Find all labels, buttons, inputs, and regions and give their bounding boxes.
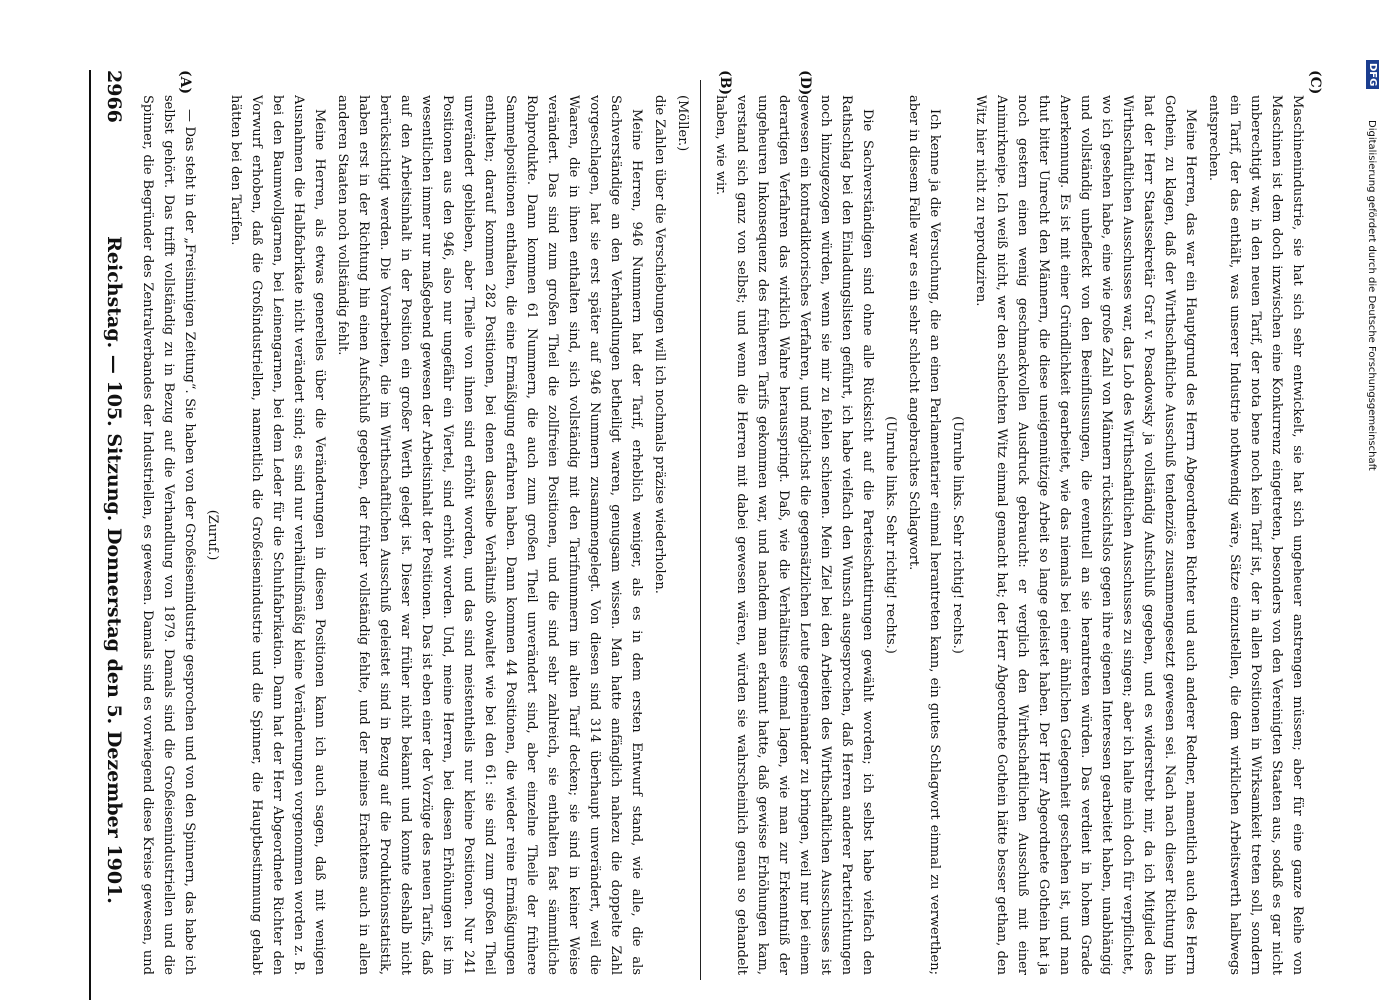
right-text-column: [708, 95, 1308, 975]
margin-marker-b: (B): [717, 70, 733, 96]
page-number: 2966: [103, 70, 125, 123]
interjection: (Unruhe links. Sehr richtig! rechts.): [883, 416, 898, 654]
session-title: Reichstag. — 105. Sitzung. Donnerstag den 5. Dezember 1901.: [103, 236, 125, 904]
paragraph: — Das steht in der „Freisinnigen Zeitung“. Sie haben von der Großeisenindustrie gesprochen und von den Spinnern, das habe ich selbst gehört. Das trifft vollständig zu in Bezug auf die Verhandlung von 1879. Damals sind die Großeisenindustriellen und die Spinner, die Begründer des Zentralverbandes der Industriellen, es gewesen. Damals sind es vorwiegend diese Kreise gewesen, und: [140, 95, 197, 975]
paragraph: die Zahlen über die Verschiebungen will ich nochmals präzise wiederholen.: [652, 95, 667, 594]
dfg-logo: DFG: [1366, 60, 1379, 89]
margin-marker-c: (C): [1307, 70, 1323, 95]
interjection: (Zuruf.): [205, 509, 220, 561]
paragraph: Ich kenne ja die Versuchung, die an einen Parlamentarier einmal herantreten kann, ein gutes Schlagwort einmal zu verwerthen; aber in diesem Falle war es ein sehr schlecht angebrachtes Schlagwort.: [906, 95, 942, 975]
margin-marker-d: (D): [797, 70, 813, 96]
column-divider-rule: [700, 80, 701, 980]
paragraph: Meine Herren, das war ein Hauptgrund des Herrn Abgeordneten Richter und auch anderer Redner, namentlich auch des Herrn Gothein, zu klagen, daß der Wirthschaftliche Ausschuß tendenziös zusammengesetzt gewesen sei. Nach nach dieser Richtung hin hat der Herr Staatssekretär Graf v. Posadowsky ja vollständig Aufschluß gegeben, und es widerstrebt mir, da ich Mitglied des Wirthschaftlichen Ausschusses war, das Lob des Wirthschaftlichen Ausschusses zu singen; aber ich halte mich doch für verpflichtet, wo ich gesehen habe, eine wie große Zahl von Männern rücksichtslos gegen ihre eigenen Interessen gearbeitet haben, unabhängig und vollständig unbefleckt von den Beeinflussungen, die eventuell an sie herantreten würden. Das verdient in hohem Grade Anerkennung. Es ist mit einer Gründlichkeit gearbeitet, wie das niemals bei einer ähnlichen Gelegenheit geschehen ist, und man thut bitter Unrecht den Männern, die diese uneigennützige Arbeit so lange geleistet haben. Der Herr Abgeordnete Gothein hat ja noch gestern einen wenig geschmackvollen Ausdruck gebraucht: er verglich den Wirthschaftlichen Ausschuß mit einer Animirkneipe. Ich weiß nicht, wer den schlechten Witz einmal gemacht hat; der Herr Abgeordnete Gothein hätte besser gethan, den Witz hier nicht zu reproduziren.: [973, 95, 1198, 975]
page-header: [93, 70, 133, 1000]
speaker-label: (Möller.): [675, 95, 690, 152]
header-rule: [89, 70, 91, 1000]
paragraph: Die Sachverständigen sind ohne alle Rücksicht auf die Parteischattirungen gewählt worden; ich selbst habe vielfach den Rathschlag bei den Einladungslisten geführt, ich habe vielfach den Wunsch ausgesprochen, daß Herren anderer Parteirichtungen noch hinzugezogen würden, wenn sie mir zu fehlen schienen. Mein Ziel bei den Arbeiten des Wirthschaftlichen Ausschusses ist gewesen ein kontradiktorisches Verfahren, und möglichst die gegensätzlichen Leute gegeneinander zu bringen, weil nur bei einem derartigen Verfahren das wirklich Wahre herausspringt. Daß, wie die Verhältnisse einmal lagen, wie man zur Erkenntniß der ungeheuren Inkonsequenz des früheren Tarifs gekommen war, und nachdem man erkannt hatte, daß gewisse Erhöhungen kam, verstand sich ganz von selbst; und wenn die Herren mit dabei gewesen wären, würden sie wahrscheinlich genau so gehandelt haben, wie wir.: [713, 95, 875, 975]
paragraph: Maschinenindustrie, sie hat sich sehr entwickelt, sie hat sich ungeheuer anstrengen müssen; aber für eine ganze Reihe von Maschinen ist dem doch inzwischen eine Konkurrenz eingetreten, besonders von den Vereinigten Staaten aus, sodaß es gar nicht unberechtigt war, in den neuen Tarif, der nota bene noch kein Tarif ist, der in allen Positionen in Wirksamkeit treten soll, sondern ein Tarif, der das enthält, was unserer Industrie nothwendig wäre, Sätze einzustellen, die dem wirklichen Arbeitswerth halbwegs entsprechen.: [1206, 95, 1305, 975]
paragraph: Meine Herren, 946 Nummern hat der Tarif, erheblich weniger, als es in dem ersten Entwurf stand, wie alle, die als Sachverständige an den Verhandlungen betheiligt waren, genugsam wissen. Man hatte anfänglich nahezu die doppelte Zahl vorgeschlagen, hat sie erst später auf 946 Nummern zusammengelegt. Von diesen sind 314 überhaupt unverändert, weil die Waaren, die in ihnen enthalten sind, sich vollständig mit den Tarifnummern im alten Tarif decken; sie sind in keiner Weise verändert. Das sind zum großen Theil die zollfreien Positionen, und die sind sehr zahlreich, sie enthalten fast sämmtliche Rohprodukte. Dann kommen 61 Nummern, die auch zum großen Theil unverändert sind, aber einzelne Theile der frühere Sammelpositionen enthalten, die eine Ermäßigung erfahren haben. Dann kommen 44 Positionen, die wieder reine Ermäßigungen enthalten; darauf kommen 282 Positionen, bei denen dasselbe Verhältniß obwaltet wie bei den 61: sie sind zum großen Theil unverändert geblieben, aber Theile von ihnen sind erhöht worden, und das sind meistentheils nur kleine Positionen. Nur 241 Positionen aus den 946, also nur ungefähr ein Viertel, sind erhöht worden. Und, meine Herren, bei diesen Erhöhungen ist im wesentlichen immer nur maßgebend gewesen der Arbeitsinhalt der Positionen. Das ist eben einer der Vorzüge des neuen Tarifs, daß auf den Arbeitsinhalt in der Position ein großer Werth gelegt ist. Dieser war früher nicht bekannt und konnte deshalb nicht berücksichtigt werden. Die Vorarbeiten, die im Wirthschaftlichen Ausschuß geleistet sind in Bezug auf die Produktionsstatistik, haben erst in der Richtung hin einen Aufschluß gegeben, der früher vollständig fehlte, und der meines Erachtens auch in allen anderen Staaten noch vollständig fehlt.: [335, 95, 644, 975]
left-text-column: [133, 95, 693, 975]
digitization-credit: Digitalisierung gefördert durch die Deutsche Forschungsgemeinschaft: [1366, 120, 1377, 471]
paragraph: Meine Herren, als etwas generelles über die Veränderungen in diesen Positionen kann ich auch sagen, daß mit wenigen Ausnahmen die Halbfabrikate nicht verändert sind; es sind nur verhältnißmäßig kleine Veränderungen vorgenommen worden z. B. bei den Baumwollgarnen, bei Leinengarnen, bei dem Leder für die Schuhfabrikation. Dann hat der Herr Abgeordnete Richter den Vorwurf erhoben, daß die Großindustriellen, namentlich die Großeisenindustrie und die Spinner, die Hauptbestimmung gehabt hätten bei den Tarifen.: [228, 95, 327, 975]
interjection: (Unruhe links. Sehr richtig! rechts.): [950, 416, 965, 654]
margin-marker-a: (A): [177, 70, 193, 95]
